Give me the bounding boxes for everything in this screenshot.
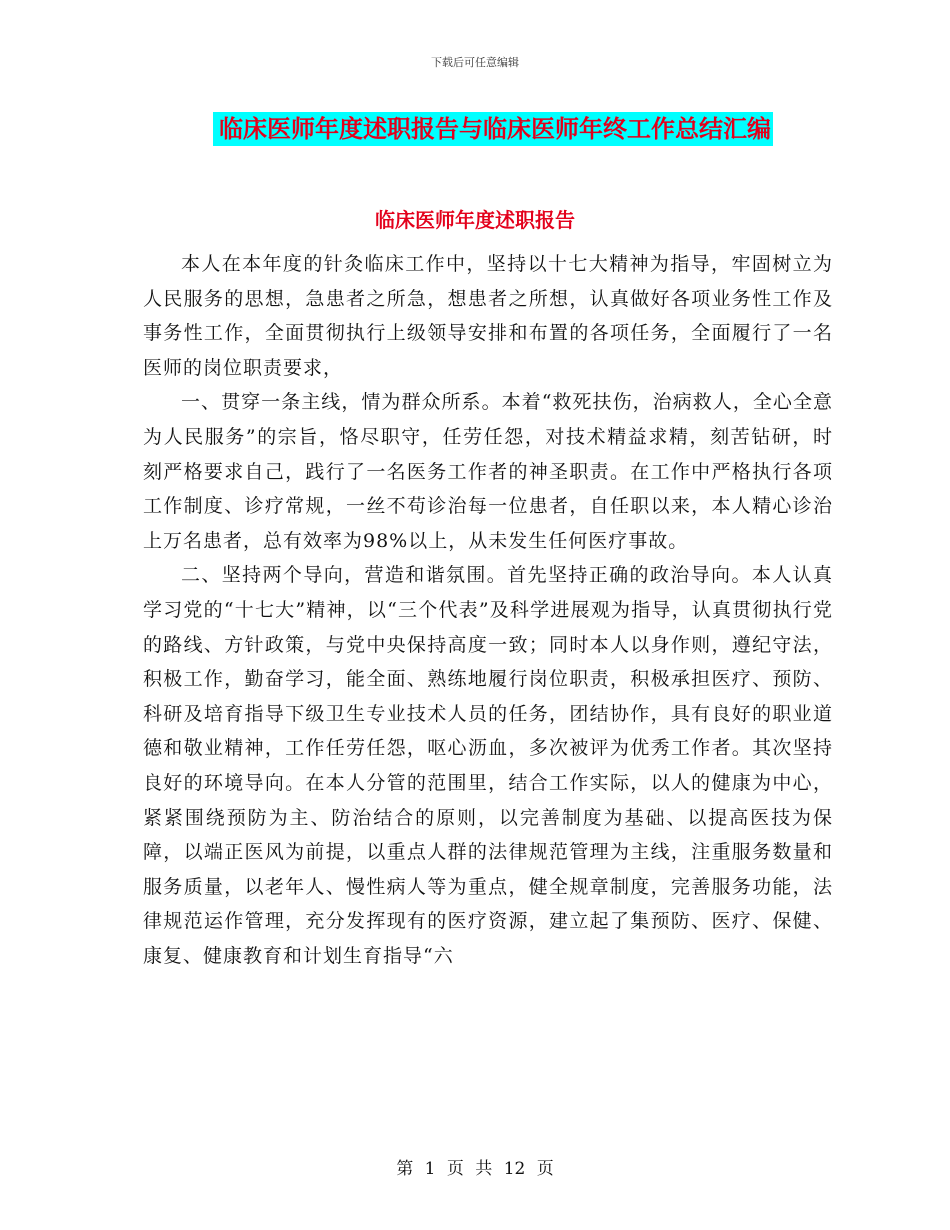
paragraph-intro: 本人在本年度的针灸临床工作中，坚持以十七大精神为指导，牢固树立为人民服务的思想，急患者之所急，想患者之所想，认真做好各项业务性工作及事务性工作，全面贯彻执行上级领导安排和布置的各项任务，全面履行了一名医师的岗位职责要求， [143, 253, 833, 379]
paragraph-point-two: 二、坚持两个导向，营造和谐氛围。首先坚持正确的政治导向。本人认真学习党的“十七大”精神，以“三个代表”及科学进展观为指导，认真贯彻执行党的路线、方针政策，与党中央保持高度一致；同时本人以身作则，遵纪守法，积极工作，勤奋学习，能全面、熟练地履行岗位职责，积极承担医疗、预防、科研及培育指导下级卫生专业技术人员的任务，团结协作，具有良好的职业道德和敬业精神，工作任劳任怨，呕心沥血，多次被评为优秀工作者。其次坚持良好的环境导向。在本人分管的范围里，结合工作实际，以人的健康为中心，紧紧围绕预防为主、防治结合的原则，以完善制度为基础、以提高医技为保障，以端正医风为前提，以重点人群的法律规范管理为主线，注重服务数量和服务质量，以老年人、慢性病人等为重点，健全规章制度，完善服务功能，法律规范运作管理，充分发挥现有的医疗资源，建立起了集预防、医疗、保健、康复、健康教育和计划生育指导“六 [143, 564, 833, 967]
page-indicator: 第 1 页 共 12 页 [396, 1159, 554, 1179]
main-title-container [0, 112, 950, 146]
main-title: 临床医师年度述职报告与临床医师年终工作总结汇编 [213, 112, 773, 146]
paragraph-point-one: 一、贯穿一条主线，情为群众所系。本着“救死扶伤，治病救人，全心全意为人民服务”的宗旨，恪尽职守，任劳任怨，对技术精益求精，刻苦钻研，时刻严格要求自己，践行了一名医务工作者的神圣职责。在工作中严格执行各项工作制度、诊疗常规，一丝不苟诊治每一位患者，自任职以来，本人精心诊治上万名患者，总有效率为98%以上，从未发生任何医疗事故。 [143, 391, 833, 552]
document-body [143, 247, 833, 973]
section-title: 临床医师年度述职报告 [375, 208, 575, 232]
header-note: 下载后可任意编辑 [431, 56, 519, 69]
